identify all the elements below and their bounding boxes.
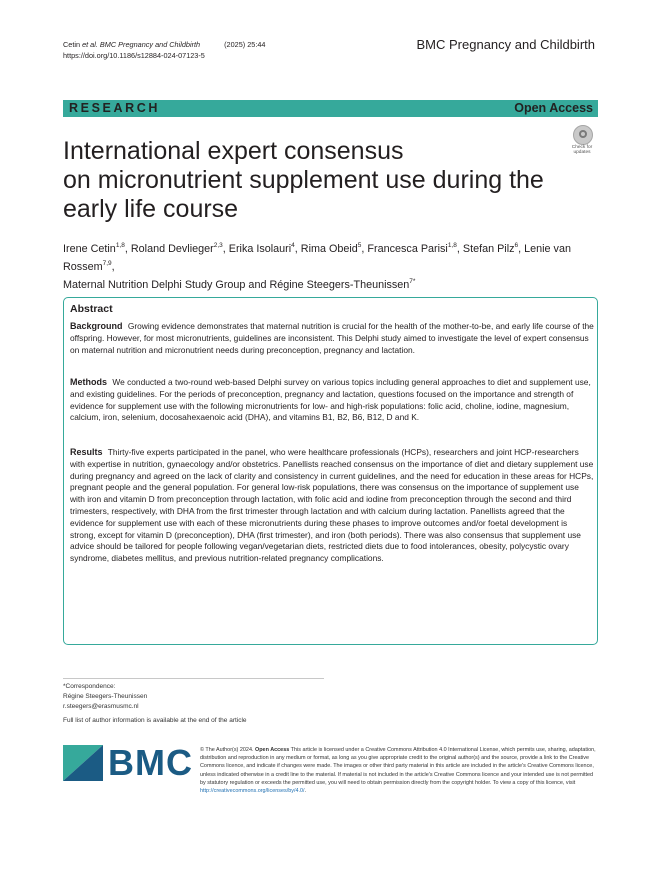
background-label: Background [70, 321, 123, 331]
title-line-3: early life course [63, 195, 239, 223]
check-for-updates-button[interactable] [565, 125, 599, 158]
abstract-methods [70, 377, 594, 424]
background-text: Growing evidence demonstrates that maternal nutrition is crucial for the health of the mother-to-be, and early life course of the offspring. However, for most micronutrients, guidelines are inconsistent. This Delphi study aimed to investigate the level of expert consensus on maternal nutrition and micronutrient needs during preconception, pregnancy and lactation. [70, 321, 594, 355]
article-title [63, 137, 563, 224]
abstract-background [70, 321, 594, 356]
author[interactable]: Stefan Pilz$^6$ [462, 242, 519, 255]
license-link[interactable]: http://creativecommons.org/licenses/by/4.0/ [200, 788, 305, 795]
citation-authors: Cetin [63, 40, 83, 49]
correspondence-label: *Correspondence: [63, 683, 116, 690]
author[interactable]: Maternal Nutrition Delphi Study Group and Régine Steegers-Theunissen$^{7*}$ [63, 278, 416, 291]
doi-link[interactable]: https://doi.org/10.1186/s12884-024-07123-5 [63, 51, 205, 60]
correspondence-email[interactable]: r.steegers@erasmusmc.nl [63, 703, 139, 710]
bmc-logo-icon [63, 745, 103, 781]
correspondence-name: Régine Steegers-Theunissen [63, 693, 148, 700]
article-type-label: RESEARCH [69, 101, 160, 115]
author[interactable]: Rima Obeid$^5$ [300, 242, 362, 255]
footnote-divider [63, 678, 324, 679]
article-type-banner [63, 100, 598, 117]
bmc-logo-text: BMC [108, 742, 193, 783]
author[interactable]: Erika Isolauri$^4$ [228, 242, 295, 255]
citation-etal: et al. [82, 40, 98, 49]
results-text: Thirty-five experts participated in the panel, who were healthcare professionals (HCPs), researchers and joint HCP-researchers with expertise in nutrition, gynaecology and/or obstetrics. Panellists reached consensus on the importance of diet and dietary supplement use during pregnancy and agreed on the lack of clarity and consistency in current guidelines, and the need for education in these areas for HCPs, pregnant people and the general population. For general low-risk populations, there was consensus on the importance of supplement use with iron and vitamin D from preconception through lactation, with folic acid and iodine from preconception through the second and third trimesters, respectively, with DHA from the first trimester through lactation and with calcium during lactation. Panellists agreed that the evidence for supplement use with each of these micronutrients during these phases to improve outcomes and/or foetal development is strong, except for vitamin D (preconception), DHA (first trimester), and iron (both periods). There was also consensus that supplement use advice should be tailored for people following vegan/vegetarian diets, restricted diets due to food intolerances, obesity, polycystic ovary syndrome, diabetes mellitus, and previous nutrition-related pregnancy complications. [70, 447, 594, 564]
author-info-note: Full list of author information is available at the end of the article [63, 717, 247, 724]
author[interactable]: Roland Devlieger$^{2,3}$ [130, 242, 223, 255]
title-line-1: International expert consensus [63, 137, 404, 165]
author[interactable]: Francesca Parisi$^{1,8}$ [367, 242, 457, 255]
results-label: Results [70, 447, 103, 457]
methods-text: We conducted a two-round web-based Delphi survey on various topics including general approaches to diet and supplement use, and existing guidelines. For the periods of preconception, pregnancy and lactation, questions focused on the importance and strength of evidence for supplement use with the following micronutrients for low- and high-risk populations: folic acid, choline, iodine, magnesium, calcium, iron, selenium, docosahexaenoic acid (DHA), and vitamins B1, B2, B6, B12, D and K. [70, 377, 591, 423]
license-open-access: Open Access [255, 747, 290, 753]
license-text: © The Author(s) 2024. Open Access This article is licensed under a Creative Commons Attribution 4.0 International License, which permits use, sharing, adaptation, distribution and reproduction in any medium or format, as long as you give appropriate credit to the original author(s) and the source, provide a link to the Creative Commons licence, and indicate if changes were made. The images or other third party material in this article are included in the article's Creative Commons licence, unless indicated otherwise in a credit line to the material. If material is not included in the article's Creative Commons licence and your intended use is not permitted by statutory regulation or exceeds the permitted use, you will need to obtain permission directly from the copyright holder. To view a copy of this licence, visit http://creativecommons.org/licenses/by/4.0/. [200, 747, 596, 795]
abstract-heading: Abstract [70, 303, 113, 315]
citation [63, 39, 266, 61]
check-for-updates-icon [573, 125, 593, 145]
check-for-updates-text: Check for updates [571, 145, 593, 156]
author[interactable]: Irene Cetin$^{1,8}$ [63, 242, 125, 255]
author[interactable]: Lenie van Rossem$^{7,9}$ [63, 243, 571, 273]
title-line-2: on micronutrient supplement use during the [63, 166, 544, 194]
abstract-results [70, 447, 594, 565]
citation-journal: BMC Pregnancy and Childbirth [97, 40, 201, 49]
journal-name: BMC Pregnancy and Childbirth [416, 37, 595, 52]
correspondence [63, 682, 147, 712]
citation-year: (2025) 25:44 [224, 40, 266, 49]
open-access-label: Open Access [514, 101, 593, 115]
author-list: Irene Cetin$^{1,8}$, Roland Devlieger$^{2,3}$, Erika Isolauri$^4$, Rima Obeid$^5$, Francesca Parisi$^{1,8}$, Stefan Pilz$^6$, Lenie van Rossem$^{7,9}$, Maternal Nutrition Delphi Study Group and Régine Steegers-Theunissen$^{7*}$ [63, 242, 571, 291]
methods-label: Methods [70, 377, 107, 387]
bmc-logo[interactable] [63, 742, 193, 783]
